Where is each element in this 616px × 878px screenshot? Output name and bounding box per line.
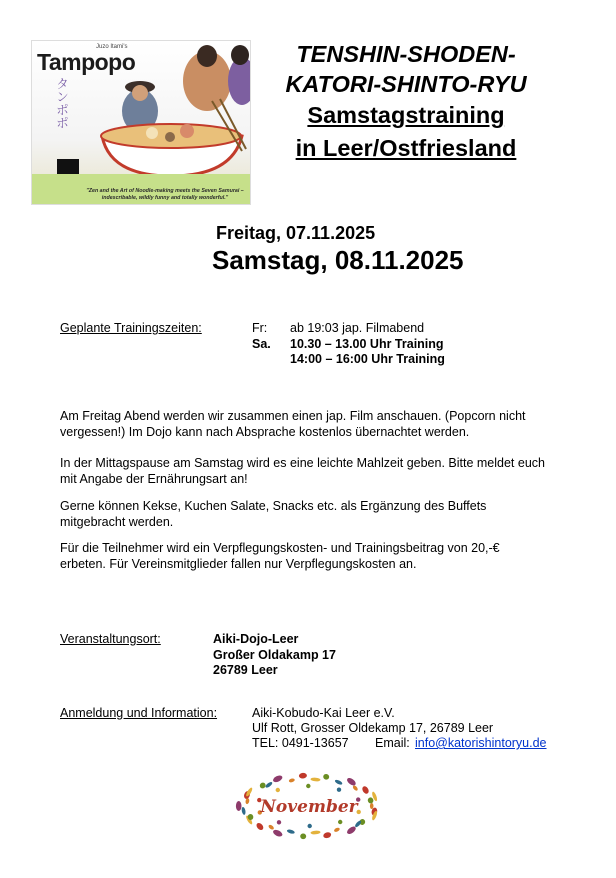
schedule-day-sa: Sa. <box>252 337 271 351</box>
registration-address: Ulf Rott, Grosser Oldekamp 17, 26789 Leer <box>252 721 494 735</box>
november-word: November <box>260 797 358 817</box>
registration-tel: TEL: 0491-13657 <box>252 736 349 750</box>
schedule-text-sa-2: 14:00 – 16:00 Uhr Training <box>290 352 445 366</box>
venue-city: 26789 Leer <box>213 663 278 677</box>
leaf-mark <box>286 829 295 835</box>
tampopo-poster <box>31 40 251 205</box>
registration-email-label: Email: <box>375 736 410 750</box>
leaf-mark <box>236 801 242 811</box>
title-line-4: in Leer/Ostfriesland <box>295 135 517 161</box>
schedule-label: Geplante Trainingszeiten: <box>60 321 202 335</box>
leaf-mark <box>323 831 332 839</box>
title-line-2: KATORI-SHINTO-RYU <box>285 71 527 97</box>
date-friday: Freitag, 07.11.2025 <box>216 223 376 243</box>
paragraph-1-line-2: vergessen!) Im Dojo kann nach Absprache kostenlos übernachtet werden. <box>60 425 470 439</box>
leaf-mark <box>367 797 374 804</box>
schedule-text-sa-1: 10.30 – 13.00 Uhr Training <box>290 337 444 351</box>
berry-mark <box>338 820 342 824</box>
leaf-mark <box>299 773 307 779</box>
venue-name: Aiki-Dojo-Leer <box>213 632 299 646</box>
schedule-day-fr: Fr: <box>252 321 268 335</box>
date-saturday: Samstag, 08.11.2025 <box>212 245 464 275</box>
leaf-mark <box>346 776 357 786</box>
leaf-mark <box>259 781 267 789</box>
leaf-mark <box>245 798 250 805</box>
registration-label: Anmeldung und Information: <box>60 706 218 720</box>
berry-mark <box>337 788 341 792</box>
paragraph-3-line-2: mitgebracht werden. <box>60 515 174 529</box>
poster-quote: "Zen and the Art of Noodle-making meets the Seven Samurai – indescribable, wildly funny and totally wonderful." <box>86 188 244 201</box>
leaf-mark <box>288 778 295 783</box>
leaf-mark <box>310 830 320 834</box>
leaf-mark <box>268 824 275 830</box>
paragraph-4-line-1: Für die Teilnehmer wird ein Verpflegungskosten- und Trainingsbeitrag von 20,-€ <box>60 541 500 555</box>
paragraph-2-line-1: In der Mittagspause am Samstag wird es eine leichte Mahlzeit geben. Bitte meldet euch <box>60 456 545 470</box>
poster-illustration <box>92 41 250 176</box>
title-line-3: Samstagstraining <box>307 102 505 128</box>
leaf-mark <box>265 781 274 789</box>
leaf-mark <box>323 773 330 780</box>
leaf-mark <box>241 807 246 816</box>
paragraph-4-line-2: erbeten. Für Vereinsmitglieder fallen nur Verpflegungskosten an. <box>60 557 417 571</box>
leaf-mark <box>272 828 283 837</box>
email-link[interactable]: info@katorishintoryu.de <box>415 736 547 750</box>
leaf-mark <box>361 785 370 795</box>
leaf-mark <box>333 827 340 833</box>
berry-mark <box>308 824 312 828</box>
poster-kana: タンポポ <box>54 77 69 129</box>
november-decoration <box>233 770 385 842</box>
leaf-mark <box>334 779 343 786</box>
berry-mark <box>277 820 281 824</box>
leaf-mark <box>255 822 265 832</box>
leaf-mark <box>272 774 283 783</box>
autumn-leaves-icon <box>233 770 385 842</box>
leaf-mark <box>310 777 320 781</box>
schedule-text-fr: ab 19:03 jap. Filmabend <box>290 321 425 335</box>
poster-top-text: Juzo Itami's <box>96 44 128 50</box>
title-line-1: TENSHIN-SHODEN- <box>296 41 516 67</box>
venue-street: Großer Oldakamp 17 <box>213 648 336 662</box>
paragraph-2-line-2: mit Angabe der Ernährungsart an! <box>60 472 248 486</box>
paragraph-3-line-1: Gerne können Kekse, Kuchen Salate, Snacks etc. als Ergänzung des Buffets <box>60 499 487 513</box>
venue-label: Veranstaltungsort: <box>60 632 161 646</box>
paragraph-1-line-1: Am Freitag Abend werden wir zusammen einen jap. Film anschauen. (Popcorn nicht <box>60 409 526 423</box>
berry-mark <box>276 788 280 792</box>
registration-org: Aiki-Kobudo-Kai Leer e.V. <box>252 706 395 720</box>
leaf-mark <box>300 833 306 839</box>
leaf-mark <box>352 785 359 792</box>
leaf-mark <box>370 803 374 809</box>
poster-title: Tampopo <box>37 49 136 75</box>
berry-mark <box>306 784 310 788</box>
